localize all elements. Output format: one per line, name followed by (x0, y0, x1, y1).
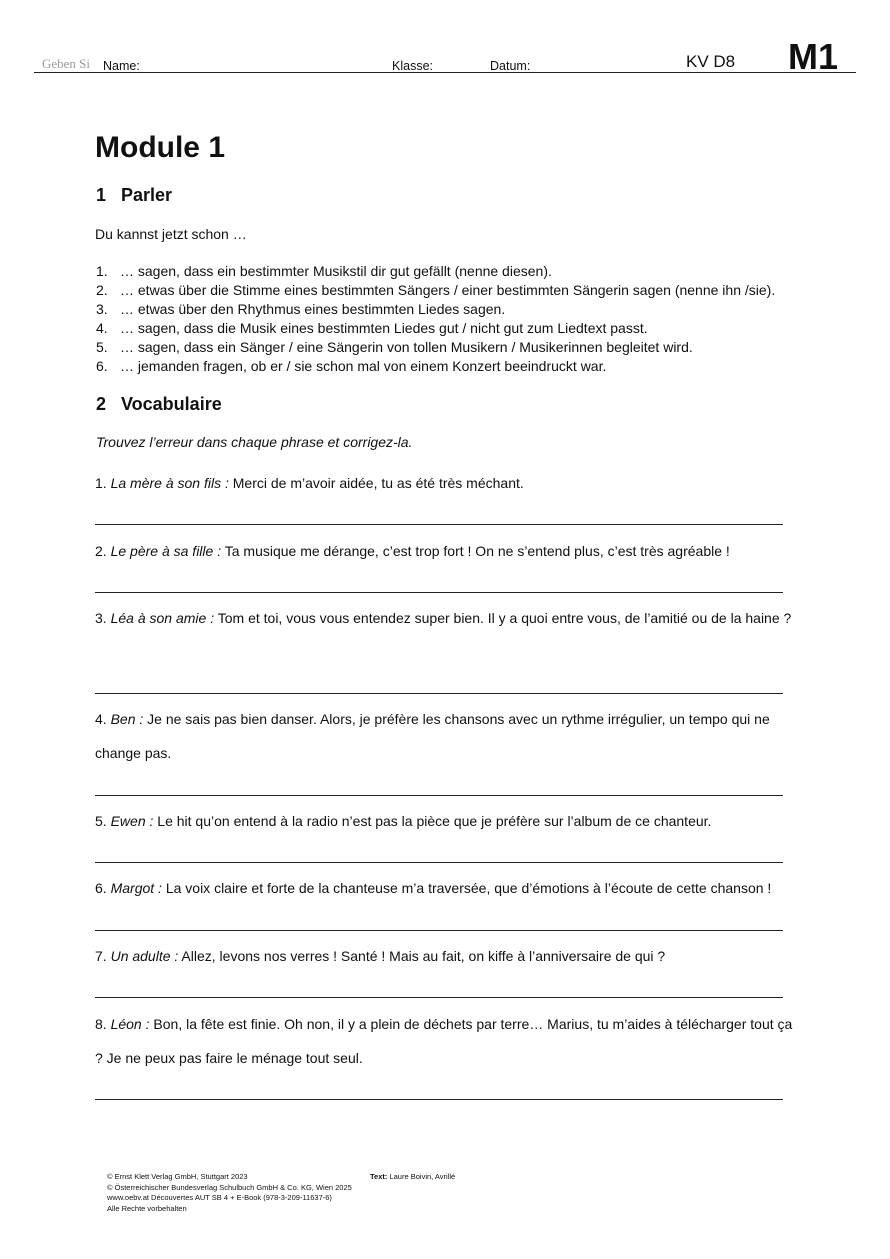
list-text: … jemanden fragen, ob er / sie schon mal von einem Konzert beeindruckt war. (120, 358, 607, 374)
item-number: 1. (95, 475, 107, 491)
list-text: … sagen, dass ein bestimmter Musikstil dir gut gefällt (nenne diesen). (120, 263, 552, 279)
footer-line: © Österreichischer Bundesverlag Schulbuch GmbH & Co. KG, Wien 2025 (107, 1182, 352, 1192)
answer-line[interactable] (95, 930, 783, 931)
item-speaker: Ewen : (110, 813, 154, 829)
item-number: 6. (95, 880, 107, 896)
answer-line[interactable] (95, 862, 783, 863)
item-speaker: Léa à son amie : (110, 610, 215, 626)
list-item (96, 319, 816, 338)
watermark-text: Geben Si (42, 56, 91, 71)
item-number: 2. (95, 543, 107, 559)
item-speaker: La mère à son fils : (110, 475, 229, 491)
kv-label: KV D8 (686, 52, 736, 71)
item-text: Ta musique me dérange, c’est trop fort ! On ne s’entend plus, c’est très agréable ! (224, 543, 730, 559)
section-number: 2 (96, 394, 107, 414)
skills-list (96, 262, 816, 376)
credit-value: Laure Boivin, Avrillé (389, 1172, 456, 1181)
name-label: Name: (103, 59, 140, 73)
copyright-footer (107, 1172, 352, 1214)
header-rule (34, 72, 856, 73)
answer-line[interactable] (95, 997, 783, 998)
item-number: 3. (95, 610, 107, 626)
item-text: Tom et toi, vous vous entendez super bien. Il y a quoi entre vous, de l’amitié ou de la haine ? (217, 610, 792, 626)
footer-line: © Ernst Klett Verlag GmbH, Stuttgart 2023 (107, 1172, 248, 1181)
item-number: 8. (95, 1016, 107, 1032)
exercise-item (95, 702, 795, 770)
exercise-item (95, 1007, 795, 1075)
list-text: … sagen, dass ein Sänger / eine Sängerin von tollen Musikern / Musikerinnen begleitet wird. (120, 339, 693, 355)
list-number: 3. (96, 301, 108, 317)
class-label: Klasse: (392, 59, 433, 73)
list-number: 2. (96, 282, 108, 298)
section-title: Vocabulaire (121, 394, 222, 414)
section-title: Parler (121, 185, 173, 205)
list-number: 1. (96, 263, 108, 279)
section-2-heading (96, 394, 222, 415)
item-text: Allez, levons nos verres ! Santé ! Mais au fait, on kiffe à l’anniversaire de qui ? (181, 948, 666, 964)
item-speaker: Margot : (110, 880, 162, 896)
exercise-item (95, 871, 795, 905)
credit-label: Text: (370, 1172, 388, 1181)
section-number: 1 (96, 185, 107, 205)
item-text: Bon, la fête est finie. Oh non, il y a plein de déchets par terre… Marius, tu m’aides à télécharger tout ça ? Je ne peux pas faire le ménage tout seul. (95, 1016, 793, 1066)
item-speaker: Ben : (110, 711, 144, 727)
list-text: … etwas über die Stimme eines bestimmten Sängers / einer bestimmten Sängerin sagen (nenne ihn /sie). (120, 282, 776, 298)
list-item (96, 262, 816, 281)
exercise-instruction: Trouvez l’erreur dans chaque phrase et corrigez-la. (96, 434, 413, 450)
item-text: Je ne sais pas bien danser. Alors, je préfère les chansons avec un rythme irrégulier, un tempo qui ne change pas. (95, 711, 770, 761)
footer-line: Alle Rechte vorbehalten (107, 1203, 187, 1213)
item-text: Merci de m’avoir aidée, tu as été très méchant. (232, 475, 524, 491)
item-text: La voix claire et forte de la chanteuse m’a traversée, que d’émotions à l’écoute de cette chanson ! (165, 880, 772, 896)
exercise-item (95, 601, 795, 635)
answer-line[interactable] (95, 592, 783, 593)
list-item (96, 357, 816, 376)
page-title: Module 1 (95, 131, 226, 164)
answer-line[interactable] (95, 524, 783, 525)
exercise-item (95, 804, 795, 838)
list-text: … etwas über den Rhythmus eines bestimmten Liedes sagen. (120, 301, 506, 317)
answer-line[interactable] (95, 795, 783, 796)
exercise-item (95, 939, 795, 973)
item-speaker: Un adulte : (110, 948, 179, 964)
list-item (96, 281, 816, 300)
list-number: 4. (96, 320, 108, 336)
item-number: 5. (95, 813, 107, 829)
answer-line[interactable] (95, 693, 783, 694)
module-code: M1 (788, 36, 839, 77)
section-1-intro: Du kannst jetzt schon … (95, 226, 247, 242)
list-number: 6. (96, 358, 108, 374)
exercise-item (95, 466, 795, 500)
footer-line: www.oebv.at Découvertes AUT SB 4 + E-Book (978-3-209-11637-6) (107, 1193, 332, 1202)
list-item (96, 300, 816, 319)
item-number: 4. (95, 711, 107, 727)
date-label: Datum: (490, 59, 531, 73)
item-speaker: Le père à sa fille : (110, 543, 222, 559)
list-number: 5. (96, 339, 108, 355)
list-item (96, 338, 816, 357)
item-text: Le hit qu’on entend à la radio n’est pas la pièce que je préfère sur l’album de ce chanteur. (157, 813, 712, 829)
item-speaker: Léon : (110, 1016, 150, 1032)
text-credit (370, 1172, 455, 1183)
exercise-item (95, 534, 795, 568)
section-1-heading (96, 185, 172, 206)
list-text: … sagen, dass die Musik eines bestimmten Liedes gut / nicht gut zum Liedtext passt. (120, 320, 648, 336)
answer-line[interactable] (95, 1099, 783, 1100)
item-number: 7. (95, 948, 107, 964)
